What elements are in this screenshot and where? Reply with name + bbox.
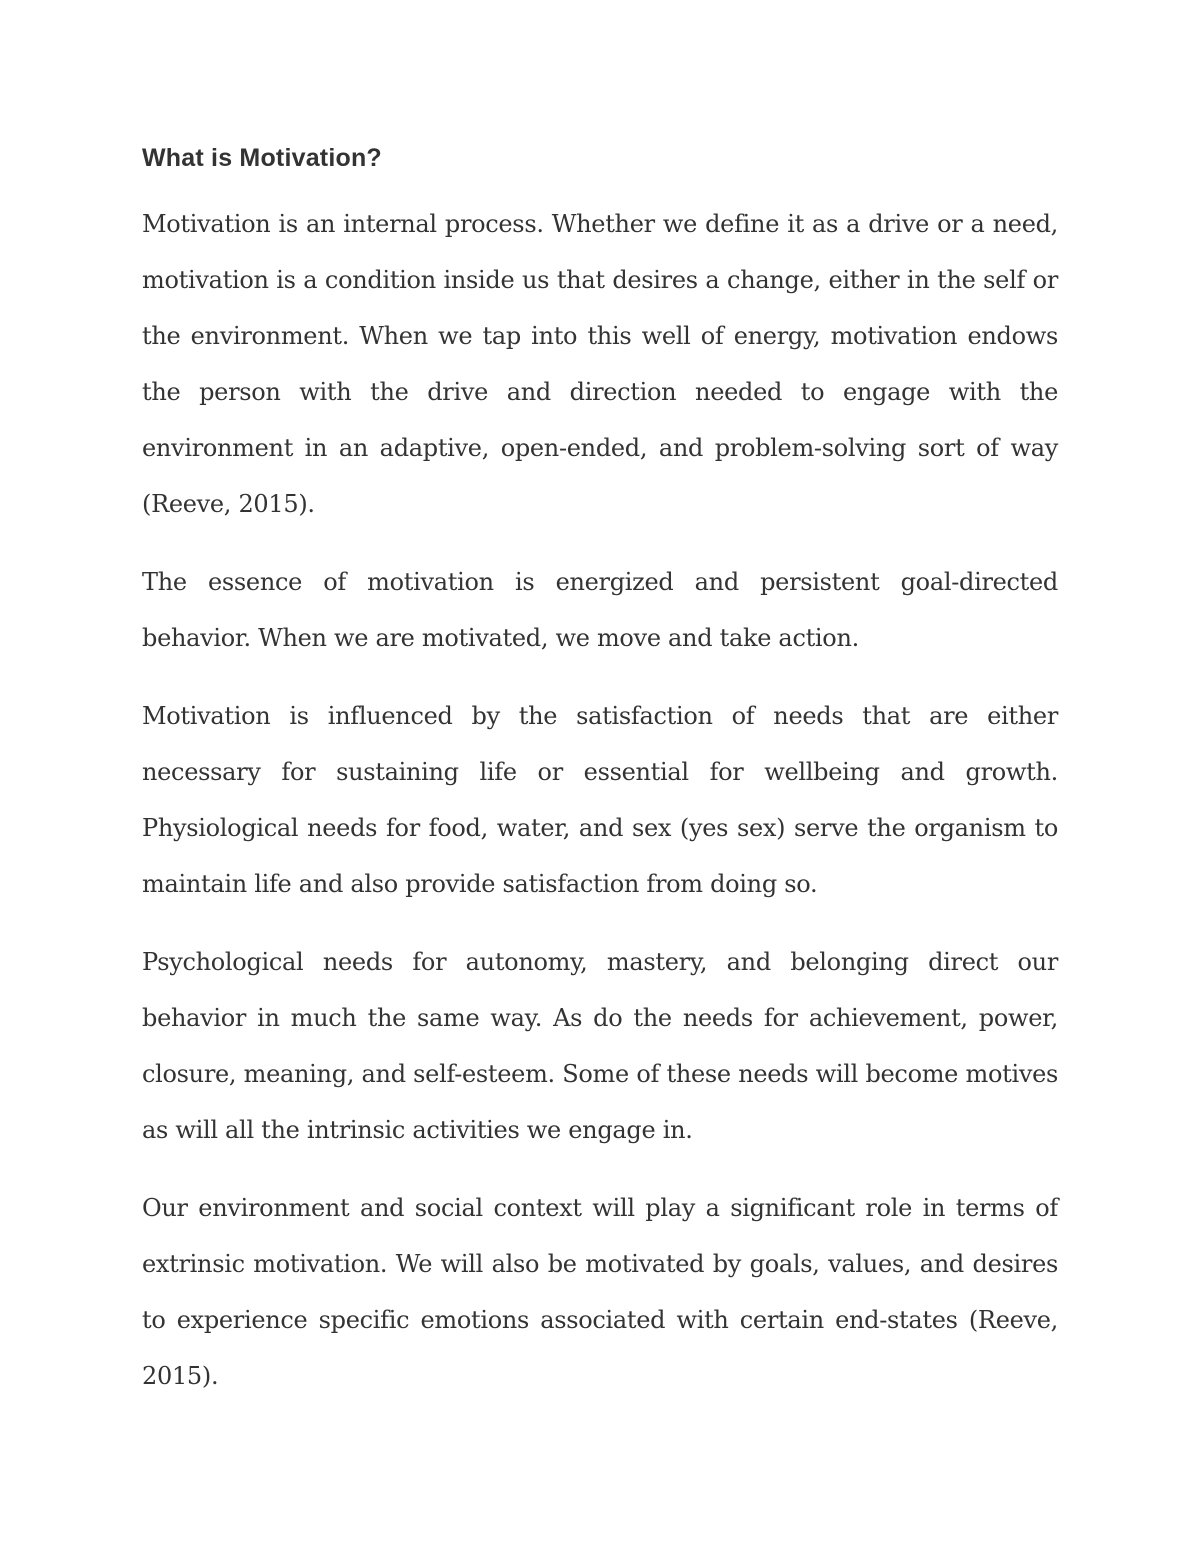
paragraph-3: Motivation is influenced by the satisfaction of needs that are either necessary for sustaining life or essential for wellbeing and growth. Physiological needs for food, water, and sex (yes sex) serve the organism to maintain life and also provide satisfaction from doing so. [142, 702, 1058, 898]
paragraph-4: Psychological needs for autonomy, mastery, and belonging direct our behavior in much the same way. As do the needs for achievement, power, closure, meaning, and self-esteem. Some of these needs will become motives as will all the intrinsic activities we engage in. [142, 948, 1058, 1144]
document-page [142, 140, 1058, 1426]
paragraph-2: The essence of motivation is energized and persistent goal-directed behavior. When we are motivated, we move and take action. [142, 568, 1058, 652]
paragraph-1: Motivation is an internal process. Whether we define it as a drive or a need, motivation is a condition inside us that desires a change, either in the self or the environment. When we tap into this well of energy, motivation endows the person with the drive and direction needed to engage with the environment in an adaptive, open-ended, and problem-solving sort of way (Reeve, 2015). [142, 210, 1058, 518]
paragraph-5: Our environment and social context will play a significant role in terms of extrinsic motivation. We will also be motivated by goals, values, and desires to experience specific emotions associated with certain end-states (Reeve, 2015). [142, 1194, 1058, 1390]
document-heading: What is Motivation? [142, 144, 382, 172]
